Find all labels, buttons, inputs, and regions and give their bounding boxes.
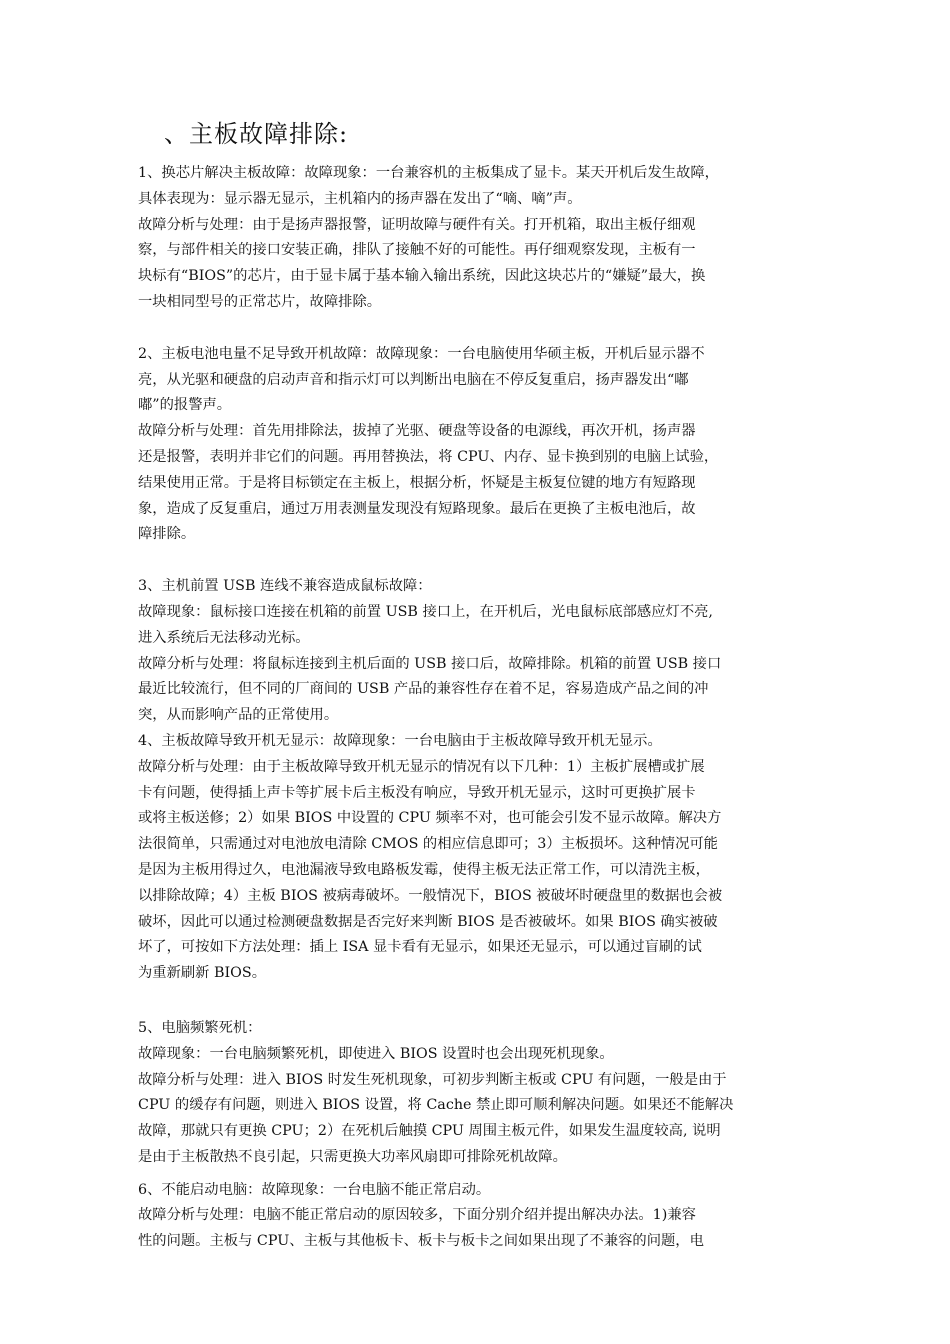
text-line: 破坏，因此可以通过检测硬盘数据是否完好来判断 BIOS 是否被破坏。如果 BIOS 确实被破 xyxy=(138,913,718,930)
text-line: 法很简单，只需通过对电池放电清除 CMOS 的相应信息即可；3）主板损坏。这种情况可能 xyxy=(138,836,718,853)
text-line: 6、不能启动电脑：故障现象：一台电脑不能正常启动。 xyxy=(138,1181,491,1198)
text-line: 块标有“BIOS”的芯片，由于显卡属于基本输入输出系统，因此这块芯片的“嫌疑”最大，换 xyxy=(138,268,706,285)
text-line: 故障分析与处理：由于是扬声器报警，证明故障与硬件有关。打开机箱，取出主板仔细观 xyxy=(138,216,696,233)
text-line: 具体表现为：显示器无显示，主机箱内的扬声器在发出了“嘀、嘀”声。 xyxy=(138,190,582,207)
text-line: 是由于主板散热不良引起，只需更换大功率风扇即可排除死机故障。 xyxy=(138,1148,567,1165)
text-line: 进入系统后无法移动光标。 xyxy=(138,629,310,646)
text-line: 1、换芯片解决主板故障：故障现象：一台兼容机的主板集成了显卡。某天开机后发生故障， xyxy=(138,165,719,181)
text-line: 一块相同型号的正常芯片，故障排除。 xyxy=(138,293,382,310)
text-line: 亮，从光驱和硬盘的启动声音和指示灯可以判断出电脑在不停反复重启，扬声器发出“嘟 xyxy=(138,371,689,388)
text-line: 故障分析与处理：将鼠标连接到主机后面的 USB 接口后，故障排除。机箱的前置 USB 接口 xyxy=(138,655,722,672)
text-line: 还是报警，表明并非它们的问题。再用替换法，将 CPU、内存、显卡换到别的电脑上试验， xyxy=(138,448,719,465)
text-line: 最近比较流行，但不同的厂商间的 USB 产品的兼容性存在着不足，容易造成产品之间的冲 xyxy=(138,681,709,698)
text-line: 故障分析与处理：进入 BIOS 时发生死机现象，可初步判断主板或 CPU 有问题，一般是由于 xyxy=(138,1071,727,1088)
text-line: 4、主板故障导致开机无显示：故障现象：一台电脑由于主板故障导致开机无显示。 xyxy=(138,732,662,749)
text-line: CPU 的缓存有问题，则进入 BIOS 设置，将 Cache 禁止即可顺利解决问题。如果还不能解决 xyxy=(138,1097,734,1114)
text-line: 是因为主板用得过久，电池漏液导致电路板发霉，使得主板无法正常工作，可以清洗主板， xyxy=(138,861,710,878)
text-line: 或将主板送修；2）如果 BIOS 中设置的 CPU 频率不对，也可能会引发不显示故障。解决方 xyxy=(138,810,722,827)
text-line: 性的问题。主板与 CPU、主板与其他板卡、板卡与板卡之间如果出现了不兼容的问题，电 xyxy=(138,1233,704,1250)
paragraph-gap xyxy=(138,316,818,342)
text-line: 故障，那就只有更换 CPU；2）在死机后触摸 CPU 周围主板元件，如果发生温度较高, 说明 xyxy=(138,1123,721,1140)
text-line: 象，造成了反复重启，通过万用表测量发现没有短路现象。最后在更换了主板电池后，故 xyxy=(138,500,696,517)
text-line: 察，与部件相关的接口安装正确，排队了接触不好的可能性。再仔细观察发现，主板有一 xyxy=(138,242,696,259)
document-body xyxy=(138,161,818,1255)
text-line: 故障分析与处理：首先用排除法，拔掉了光驱、硬盘等设备的电源线，再次开机，扬声器 xyxy=(138,423,696,440)
text-line: 故障现象：一台电脑频繁死机，即使进入 BIOS 设置时也会出现死机现象。 xyxy=(138,1045,614,1062)
page-title: 、主板故障排除: xyxy=(164,120,349,148)
text-line: 坏了，可按如下方法处理：插上 ISA 显卡看有无显示，如果还无显示，可以通过盲刷的试 xyxy=(138,939,702,956)
text-line: 故障现象：鼠标接口连接在机箱的前置 USB 接口上，在开机后，光电鼠标底部感应灯不亮, xyxy=(138,603,713,620)
text-line: 结果使用正常。于是将目标锁定在主板上，根据分析，怀疑是主板复位键的地方有短路现 xyxy=(138,474,696,491)
text-line: 突，从而影响产品的正常使用。 xyxy=(138,707,339,724)
text-line: 卡有问题，使得插上声卡等扩展卡后主板没有响应，导致开机无显示，这时可更换扩展卡 xyxy=(138,784,696,801)
text-line: 以排除故障；4）主板 BIOS 被病毒破坏。一般情况下，BIOS 被破坏时硬盘里的数据也会被 xyxy=(138,887,723,904)
text-line: 2、主板电池电量不足导致开机故障：故障现象：一台电脑使用华硕主板，开机后显示器不 xyxy=(138,345,705,362)
paragraph-gap xyxy=(138,548,818,574)
text-line: 故障分析与处理：电脑不能正常启动的原因较多，下面分别介绍并提出解决办法。1)兼容 xyxy=(138,1207,696,1224)
paragraph-gap xyxy=(138,1171,818,1178)
text-line: 嘟”的报警声。 xyxy=(138,397,232,414)
text-line: 3、主机前置 USB 连线不兼容造成鼠标故障： xyxy=(138,578,432,595)
text-line: 为重新刷新 BIOS。 xyxy=(138,965,266,982)
text-line: 障排除。 xyxy=(138,526,196,543)
paragraph-gap xyxy=(138,987,818,1016)
text-line: 故障分析与处理：由于主板故障导致开机无显示的情况有以下几种：1）主板扩展槽或扩展 xyxy=(138,758,705,775)
text-line: 5、电脑频繁死机： xyxy=(138,1019,262,1036)
